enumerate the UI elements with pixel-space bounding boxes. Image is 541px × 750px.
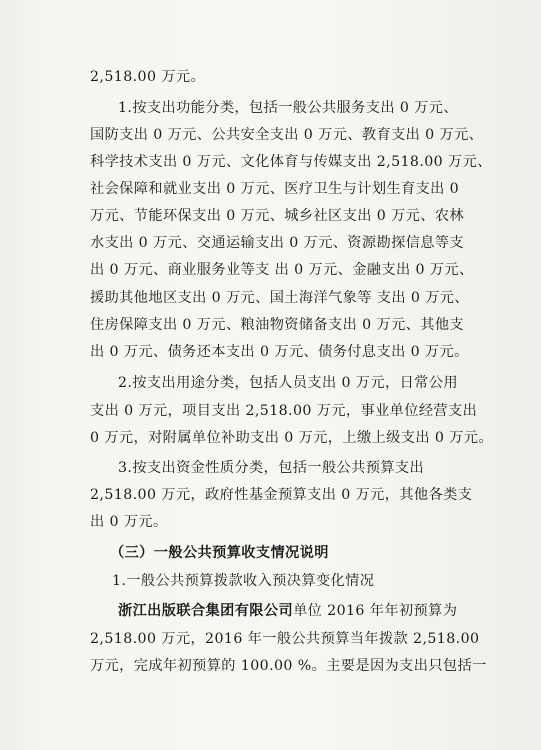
text-line: 万元、节能环保支出 0 万元、城乡社区支出 0 万元、农林 xyxy=(90,208,465,224)
text-line: 出 0 万元。 xyxy=(90,514,168,530)
text-line: 0 万元，对附属单位补助支出 0 万元，上缴上级支出 0 万元。 xyxy=(90,430,493,446)
text-fragment: 单位 2016 年年初预算为 xyxy=(293,603,458,619)
text-line: 国防支出 0 万元、公共安全支出 0 万元、教育支出 0 万元、 xyxy=(90,127,484,143)
text-line: 支出 0 万元，项目支出 2,518.00 万元，事业单位经营支出 xyxy=(90,403,478,419)
text-line: 住房保障支出 0 万元、粮油物资储备支出 0 万元、其他支 xyxy=(90,317,465,333)
text-line: 出 0 万元、债务还本支出 0 万元、债务付息支出 0 万元。 xyxy=(90,344,469,360)
text-line: 出 0 万元、商业服务业等支 出 0 万元、金融支出 0 万元、 xyxy=(90,262,474,278)
text-line: 科学技术支出 0 万元、文化体育与传媒支出 2,518.00 万元、 xyxy=(90,154,492,170)
text-line: 2.按支出用途分类，包括人员支出 0 万元，日常公用 xyxy=(118,375,458,391)
text-line: 援助其他地区支出 0 万元、国土海洋气象等 支出 0 万元、 xyxy=(90,290,469,306)
text-line: 2,518.00 万元，2016 年一般公共预算当年拨款 2,518.00 xyxy=(90,631,480,647)
text-line xyxy=(118,602,457,620)
text-line: 水支出 0 万元、交通运输支出 0 万元、资源勘探信息等支 xyxy=(90,235,465,251)
text-line: 1.按支出功能分类，包括一般公共服务支出 0 万元、 xyxy=(118,100,458,116)
subsection-heading: 1.一般公共预算拨款收入预决算变化情况 xyxy=(112,573,375,589)
text-line: 2,518.00 万元，政府性基金预算支出 0 万元，其他各类支 xyxy=(90,487,473,503)
company-name: 浙江出版联合集团有限公司 xyxy=(118,603,294,619)
section-heading: （三）一般公共预算收支情况说明 xyxy=(110,545,329,561)
text-line: 2,518.00 万元。 xyxy=(90,69,206,85)
text-line: 社会保障和就业支出 0 万元、医疗卫生与计划生育支出 0 xyxy=(90,181,460,197)
text-line: 3.按支出资金性质分类，包括一般公共预算支出 xyxy=(118,460,425,476)
text-line: 万元，完成年初预算的 100.00 %。主要是因为支出只包括一 xyxy=(90,658,487,674)
